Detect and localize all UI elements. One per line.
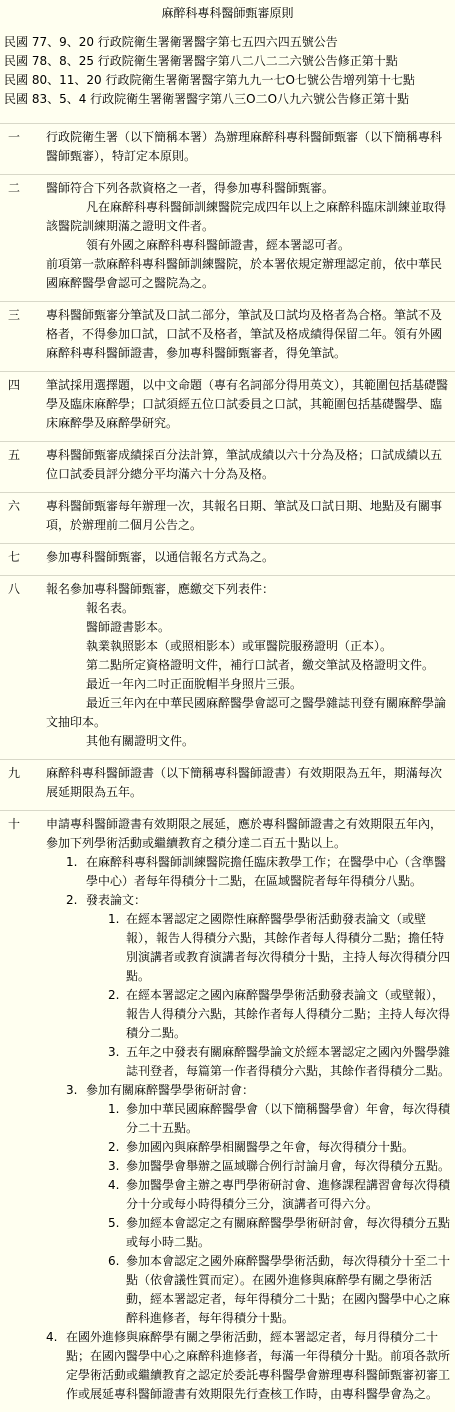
- article-note: 前項第一款麻醉科專科醫師訓練醫院，於本署依規定辦理認定前，依中華民國麻醉醫學會認可之醫院為之。: [46, 257, 443, 290]
- article-number: 五: [8, 448, 21, 462]
- list-marker: 1.: [108, 912, 120, 926]
- article-text: 專科醫師甄審每年辦理一次，其報名日期、筆試及口試日期、地點及有關事項，於辦理前二個月公告之。: [46, 499, 443, 532]
- list-item: 最近三年內在中華民國麻醉醫學會認可之醫學雜誌刊登有關麻醉學論文抽印本。: [46, 696, 447, 729]
- article-item: 領有外國之麻醉科專科醫師證書，經本署認可者。: [86, 238, 351, 252]
- article-number: 八: [8, 582, 21, 596]
- history-line: 民國 77、9、20 行政院衛生署衛署醫字第七五四六四五號公告: [4, 35, 338, 49]
- article-number: 七: [8, 550, 21, 564]
- list-marker: 5.: [108, 1216, 120, 1230]
- list-item: 最近一年內二吋正面脫帽半身照片三張。: [86, 677, 303, 691]
- list-item-text: 參加醫學會舉辦之區域聯合例行討論月會，每次得積分五點。: [126, 1159, 451, 1173]
- article-number: 一: [8, 130, 21, 144]
- article-intro: 醫師符合下列各款資格之一者，得參加專科醫師甄審。: [46, 181, 335, 195]
- list-marker: 3.: [108, 1045, 120, 1059]
- article-text: 麻醉科專科醫師證書（以下簡稱專科醫師證書）有效期限為五年，期滿每次展延期限為五年。: [46, 766, 443, 799]
- sub-list-item: [108, 910, 451, 986]
- article-text: 筆試採用選擇題，以中文命題（專有名詞部分得用英文），其範圍包括基礎醫學及臨床麻醉學；口試須經五位口試委員之口試，其範圍包括基礎醫學、臨床麻醉學及麻醉學研究。: [46, 378, 449, 430]
- list-item-text: 參加國內與麻醉學相關醫學之年會，每次得積分十點。: [126, 1140, 415, 1154]
- list-item-text: 在麻醉科專科醫師訓練醫院擔任臨床教學工作；在醫學中心（含準醫學中心）者每年得積分十二點，在區域醫院者每年得積分八點。: [86, 855, 447, 888]
- list-item-text: 參加醫學會主辦之專門學術研討會、進修課程講習會每次得積分十分或每小時得積分三分，演講者可得六分。: [126, 1178, 451, 1211]
- article-text: 行政院衛生署（以下簡稱本署）為辦理麻醉科專科醫師甄審（以下簡稱專科醫師甄審），特訂定本原則。: [46, 130, 443, 163]
- history-line: 民國 80、11、20 行政院衛生署衛署醫字第九九一七O七號公告增列第十七點: [4, 73, 415, 87]
- article-text: 參加專科醫師甄審，以通信報名方式為之。: [46, 550, 275, 564]
- article-2: [0, 174, 455, 301]
- article-5: [0, 441, 455, 492]
- article-intro: 報名參加專科醫師甄審，應繳交下列表件：: [46, 582, 275, 596]
- article-8: [0, 575, 455, 759]
- list-item-text: 在國外進修與麻醉學有關之學術活動，經本署認定者，每月得積分二十點；在國內醫學中心之麻醉科進修者，每滿一年得積分十點。前項各款所定學術活動或繼續教育之認定於委託專科醫學會辦理專科醫師甄審初審工作或展延專科醫師證書有效期限先行查核工作時，由專科醫學會為之。: [66, 1330, 451, 1401]
- list-item-text: 參加本會認定之國外麻醉醫學學術活動，每次得積分十至二十點（依會議性質而定）。在國外進修與麻醉學有關之學術活動，經本署認定者，每年得積分二十點；在國內醫學中心之麻醉科進修者，每年得積分十點。: [126, 1254, 451, 1325]
- article-item: 凡在麻醉科專科醫師訓練醫院完成四年以上之麻醉科臨床訓練並取得該醫院訓練期滿之證明文件者。: [46, 200, 447, 233]
- article-9: [0, 759, 455, 810]
- list-marker: 2.: [108, 988, 120, 1002]
- article-1: [0, 123, 455, 174]
- list-marker: 4.: [46, 1330, 58, 1344]
- list-item: [66, 891, 451, 910]
- sub-list-item: [108, 1100, 451, 1138]
- article-number: 四: [8, 378, 21, 392]
- article-3: [0, 301, 455, 371]
- list-item: 執業執照影本（或照相影本）或軍醫院服務證明（正本）。: [86, 639, 393, 653]
- article-intro: 申請專科醫師證書有效期限之展延，應於專科醫師證書之有效期限五年內，參加下列學術活動或繼續教育之積分達二百五十點以上。: [46, 817, 443, 850]
- list-item-text: 五年之中發表有關麻醉醫學論文於經本署認定之國內外醫學雜誌刊登者，每篇第一作者得積分六點，其餘作者得積分二點。: [126, 1045, 451, 1078]
- list-item-text: 參加經本會認定之有關麻醉醫學學術研討會，每次得積分五點或每小時二點。: [126, 1216, 451, 1249]
- list-item-text: 參加有關麻醉醫學學術研討會：: [86, 1083, 255, 1097]
- list-item: [46, 1328, 451, 1404]
- sub-list-item: [108, 1214, 451, 1252]
- list-item-text: 發表論文：: [86, 893, 147, 907]
- list-item: 醫師證書影本。: [86, 620, 171, 634]
- list-item-text: 參加中華民國麻醉醫學會（以下簡稱醫學會）年會，每次得積分二十五點。: [126, 1102, 451, 1135]
- article-number: 三: [8, 308, 21, 322]
- article-number: 十: [8, 817, 21, 831]
- list-item: 第二點所定資格證明文件，補行口試者，繳交筆試及格證明文件。: [86, 658, 435, 672]
- sub-list-item: [108, 1252, 451, 1328]
- sub-list-item: [108, 986, 451, 1043]
- sub-list-item: [108, 1176, 451, 1214]
- list-marker: 1.: [66, 855, 78, 869]
- list-marker: 2.: [66, 893, 78, 907]
- list-marker: 3.: [66, 1083, 78, 1097]
- sub-list-item: [108, 1138, 451, 1157]
- list-item: 報名表。: [86, 601, 135, 615]
- article-7: [0, 543, 455, 575]
- history-line: 民國 78、8、25 行政院衛生署衛署醫字第八二八二二六號公告修正第十點: [4, 54, 398, 68]
- page-title: 麻醉科專科醫師甄審原則: [161, 6, 294, 20]
- article-number: 六: [8, 499, 21, 513]
- article-text: 專科醫師甄審成績採百分法計算，筆試成績以六十分為及格；口試成績以五位口試委員評分總分平均滿六十分為及格。: [46, 448, 443, 481]
- list-item: [66, 853, 451, 891]
- list-marker: 6.: [108, 1254, 120, 1268]
- list-marker: 1.: [108, 1102, 120, 1116]
- list-item-text: 在經本署認定之國內麻醉醫學學術活動發表論文（或壁報），報告人得積分六點，其餘作者每人得積分二點；主持人每次得積分二點。: [126, 988, 451, 1040]
- article-text: 專科醫師甄審分筆試及口試二部分，筆試及口試均及格者為合格。筆試不及格者，不得參加口試，口試不及格者，筆試及格成績得保留二年。領有外國麻醉科專科醫師證書，參加專科醫師甄審者，得免筆試。: [46, 308, 443, 360]
- list-item: 其他有關證明文件。: [86, 734, 195, 748]
- list-marker: 3.: [108, 1159, 120, 1173]
- article-4: [0, 371, 455, 441]
- sub-list-item: [108, 1043, 451, 1081]
- article-10: [0, 810, 455, 1412]
- history-line: 民國 83、5、4 行政院衛生署衛署醫字第八三O二O八九六號公告修正第十點: [4, 92, 410, 106]
- article-6: [0, 492, 455, 543]
- list-marker: 2.: [108, 1140, 120, 1154]
- list-marker: 4.: [108, 1178, 120, 1192]
- list-item-text: 在經本署認定之國際性麻醉醫學學術活動發表論文（或壁報），報告人得積分六點，其餘作者每人得積分二點；擔任特別演講者或教育演講者每次得積分十點，主持人每次得積分四點。: [126, 912, 451, 983]
- article-number: 二: [8, 181, 21, 195]
- list-item: [66, 1081, 451, 1100]
- article-number: 九: [8, 766, 21, 780]
- sub-list-item: [108, 1157, 451, 1176]
- promulgation-history: [0, 33, 455, 109]
